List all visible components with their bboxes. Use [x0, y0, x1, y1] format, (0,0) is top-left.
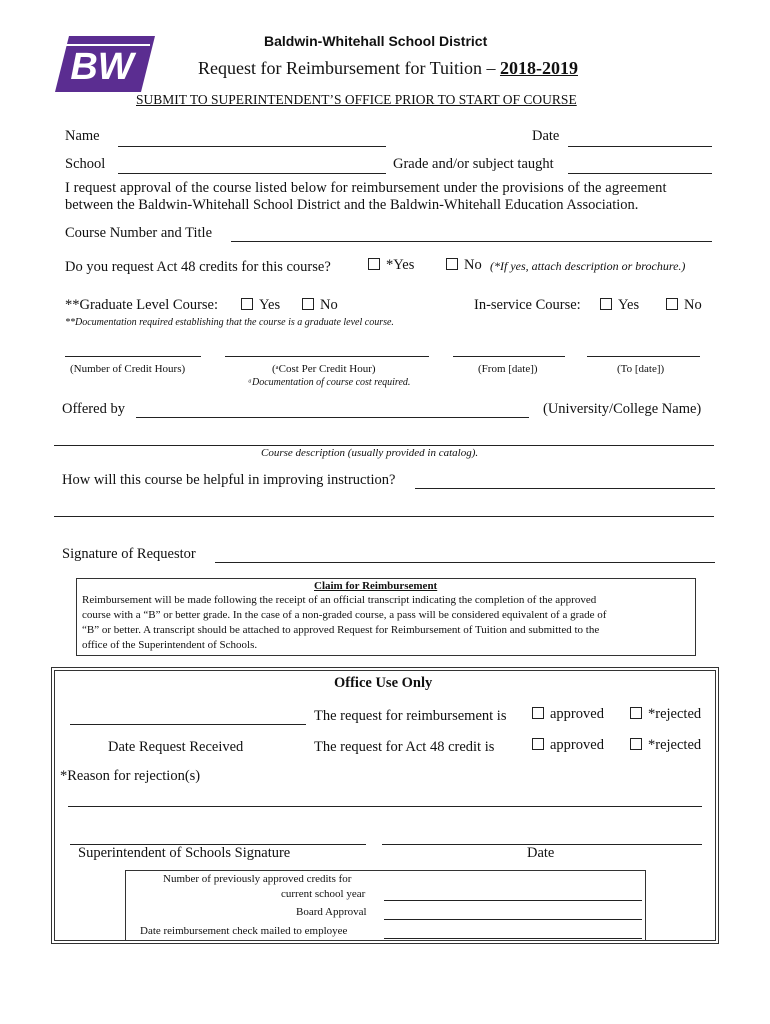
act48-no[interactable]: [446, 257, 482, 274]
logo-text: BW: [70, 46, 134, 88]
superintendent-date-label: Date: [527, 845, 555, 861]
credit-hours-label: (Number of Credit Hours): [70, 363, 186, 375]
to-date-field[interactable]: [587, 356, 700, 357]
claim-line-2: course with a “B” or better grade. In the case of a non-graded course, a pass will be considered equivalent of a grade of: [82, 609, 607, 621]
date-received-field[interactable]: [70, 724, 306, 725]
reimbursement-approved[interactable]: [532, 706, 604, 723]
reimbursement-approved-checkbox[interactable]: [532, 707, 544, 719]
inservice-label: In-service Course:: [474, 297, 581, 313]
helpful-question: How will this course be helpful in improving instruction?: [62, 472, 396, 488]
reimbursement-rejected-checkbox[interactable]: [630, 707, 642, 719]
graduate-note: **Documentation required establishing that the course is a graduate level course.: [65, 317, 394, 328]
university-label: (University/College Name): [543, 401, 702, 417]
course-description-label: Course description (usually provided in catalog).: [261, 447, 479, 459]
graduate-no[interactable]: [302, 297, 338, 314]
form-title-text: Request for Reimbursement for Tuition –: [198, 58, 500, 78]
cost-note: ᵃDocumentation of course cost required.: [248, 377, 411, 388]
reimbursement-approved-label: approved: [550, 706, 604, 722]
date-received-label: Date Request Received: [108, 739, 244, 755]
district-name: Baldwin-Whitehall School District: [264, 33, 488, 49]
rejection-reason-label: *Reason for rejection(s): [60, 768, 201, 784]
helpful-field-2[interactable]: [54, 516, 714, 517]
superintendent-signature-label: Superintendent of Schools Signature: [78, 845, 291, 861]
name-label: Name: [65, 128, 100, 144]
district-logo: [55, 36, 155, 92]
inservice-yes[interactable]: [600, 297, 639, 314]
reimbursement-rejected-label: *rejected: [648, 706, 702, 722]
helpful-field[interactable]: [415, 488, 715, 489]
act48-yes-label: *Yes: [386, 257, 415, 273]
prev-credits-label-2: current school year: [281, 888, 366, 900]
grade-field[interactable]: [568, 173, 712, 174]
offered-by-field[interactable]: [136, 417, 529, 418]
grade-label: Grade and/or subject taught: [393, 156, 554, 172]
check-mailed-label: Date reimbursement check mailed to employee: [140, 925, 348, 937]
graduate-yes[interactable]: [241, 297, 280, 314]
graduate-label: **Graduate Level Course:: [65, 297, 219, 313]
act48-note: (*If yes, attach description or brochure.): [490, 259, 686, 273]
course-description-field[interactable]: [54, 445, 714, 446]
reimbursement-rejected[interactable]: [630, 706, 701, 723]
from-date-field[interactable]: [453, 356, 565, 357]
credit-hours-field[interactable]: [65, 356, 201, 357]
graduate-no-label: No: [320, 297, 338, 313]
name-field[interactable]: [118, 146, 386, 147]
act48-question: Do you request Act 48 credits for this course?: [65, 259, 331, 275]
act48-no-label: No: [464, 257, 482, 273]
board-approval-field[interactable]: [384, 919, 642, 920]
prev-credits-label-1: Number of previously approved credits for: [163, 873, 352, 885]
claim-line-4: office of the Superintendent of Schools.: [82, 639, 258, 651]
signature-field[interactable]: [215, 562, 715, 563]
claim-line-1: Reimbursement will be made following the receipt of an official transcript indicating the completion of the approved: [82, 594, 597, 606]
check-mailed-field[interactable]: [384, 938, 642, 939]
act48-rejected-label: *rejected: [648, 737, 702, 753]
date-label: Date: [532, 128, 560, 144]
course-label: Course Number and Title: [65, 225, 213, 241]
school-field[interactable]: [118, 173, 386, 174]
cost-per-credit-field[interactable]: [225, 356, 429, 357]
submit-instruction: SUBMIT TO SUPERINTENDENT’S OFFICE PRIOR TO START OF COURSE: [136, 92, 577, 107]
course-field[interactable]: [231, 241, 712, 242]
claim-line-3: “B” or better. A transcript should be attached to approved Request for Reimbursement of Tuition and submitted to the: [82, 624, 600, 636]
act48-no-checkbox[interactable]: [446, 258, 458, 270]
approval-text-1: I request approval of the course listed below for reimbursement under the provisions of the agreement: [65, 180, 667, 196]
cost-per-credit-label: (ᵃCost Per Credit Hour): [272, 363, 376, 375]
act48-yes[interactable]: [368, 257, 414, 274]
rejection-reason-field[interactable]: [68, 806, 702, 807]
office-title: Office Use Only: [334, 675, 433, 691]
act48-yes-checkbox[interactable]: [368, 258, 380, 270]
school-label: School: [65, 156, 106, 172]
from-date-label: (From [date]): [478, 363, 538, 375]
claim-title: Claim for Reimbursement: [314, 580, 438, 592]
form-year: 2018-2019: [499, 58, 578, 78]
act48-approved[interactable]: [532, 737, 604, 754]
signature-label: Signature of Requestor: [62, 546, 196, 562]
act48-rejected[interactable]: [630, 737, 701, 754]
inservice-yes-checkbox[interactable]: [600, 298, 612, 310]
approval-text-2: between the Baldwin-Whitehall School District and the Baldwin-Whitehall Education Association.: [65, 197, 639, 213]
act48-approved-label: approved: [550, 737, 604, 753]
act48-rejected-checkbox[interactable]: [630, 738, 642, 750]
prev-credits-field[interactable]: [384, 900, 642, 901]
act48-request-label: The request for Act 48 credit is: [314, 739, 495, 755]
board-approval-label: Board Approval: [296, 906, 367, 918]
inservice-no-label: No: [684, 297, 702, 313]
offered-by-label: Offered by: [62, 401, 125, 417]
inservice-no-checkbox[interactable]: [666, 298, 678, 310]
form-title: [198, 58, 578, 79]
graduate-yes-checkbox[interactable]: [241, 298, 253, 310]
reimbursement-request-label: The request for reimbursement is: [314, 708, 507, 724]
inservice-no[interactable]: [666, 297, 702, 314]
graduate-no-checkbox[interactable]: [302, 298, 314, 310]
graduate-yes-label: Yes: [259, 297, 281, 313]
date-field[interactable]: [568, 146, 712, 147]
act48-approved-checkbox[interactable]: [532, 738, 544, 750]
inservice-yes-label: Yes: [618, 297, 640, 313]
to-date-label: (To [date]): [617, 363, 665, 375]
